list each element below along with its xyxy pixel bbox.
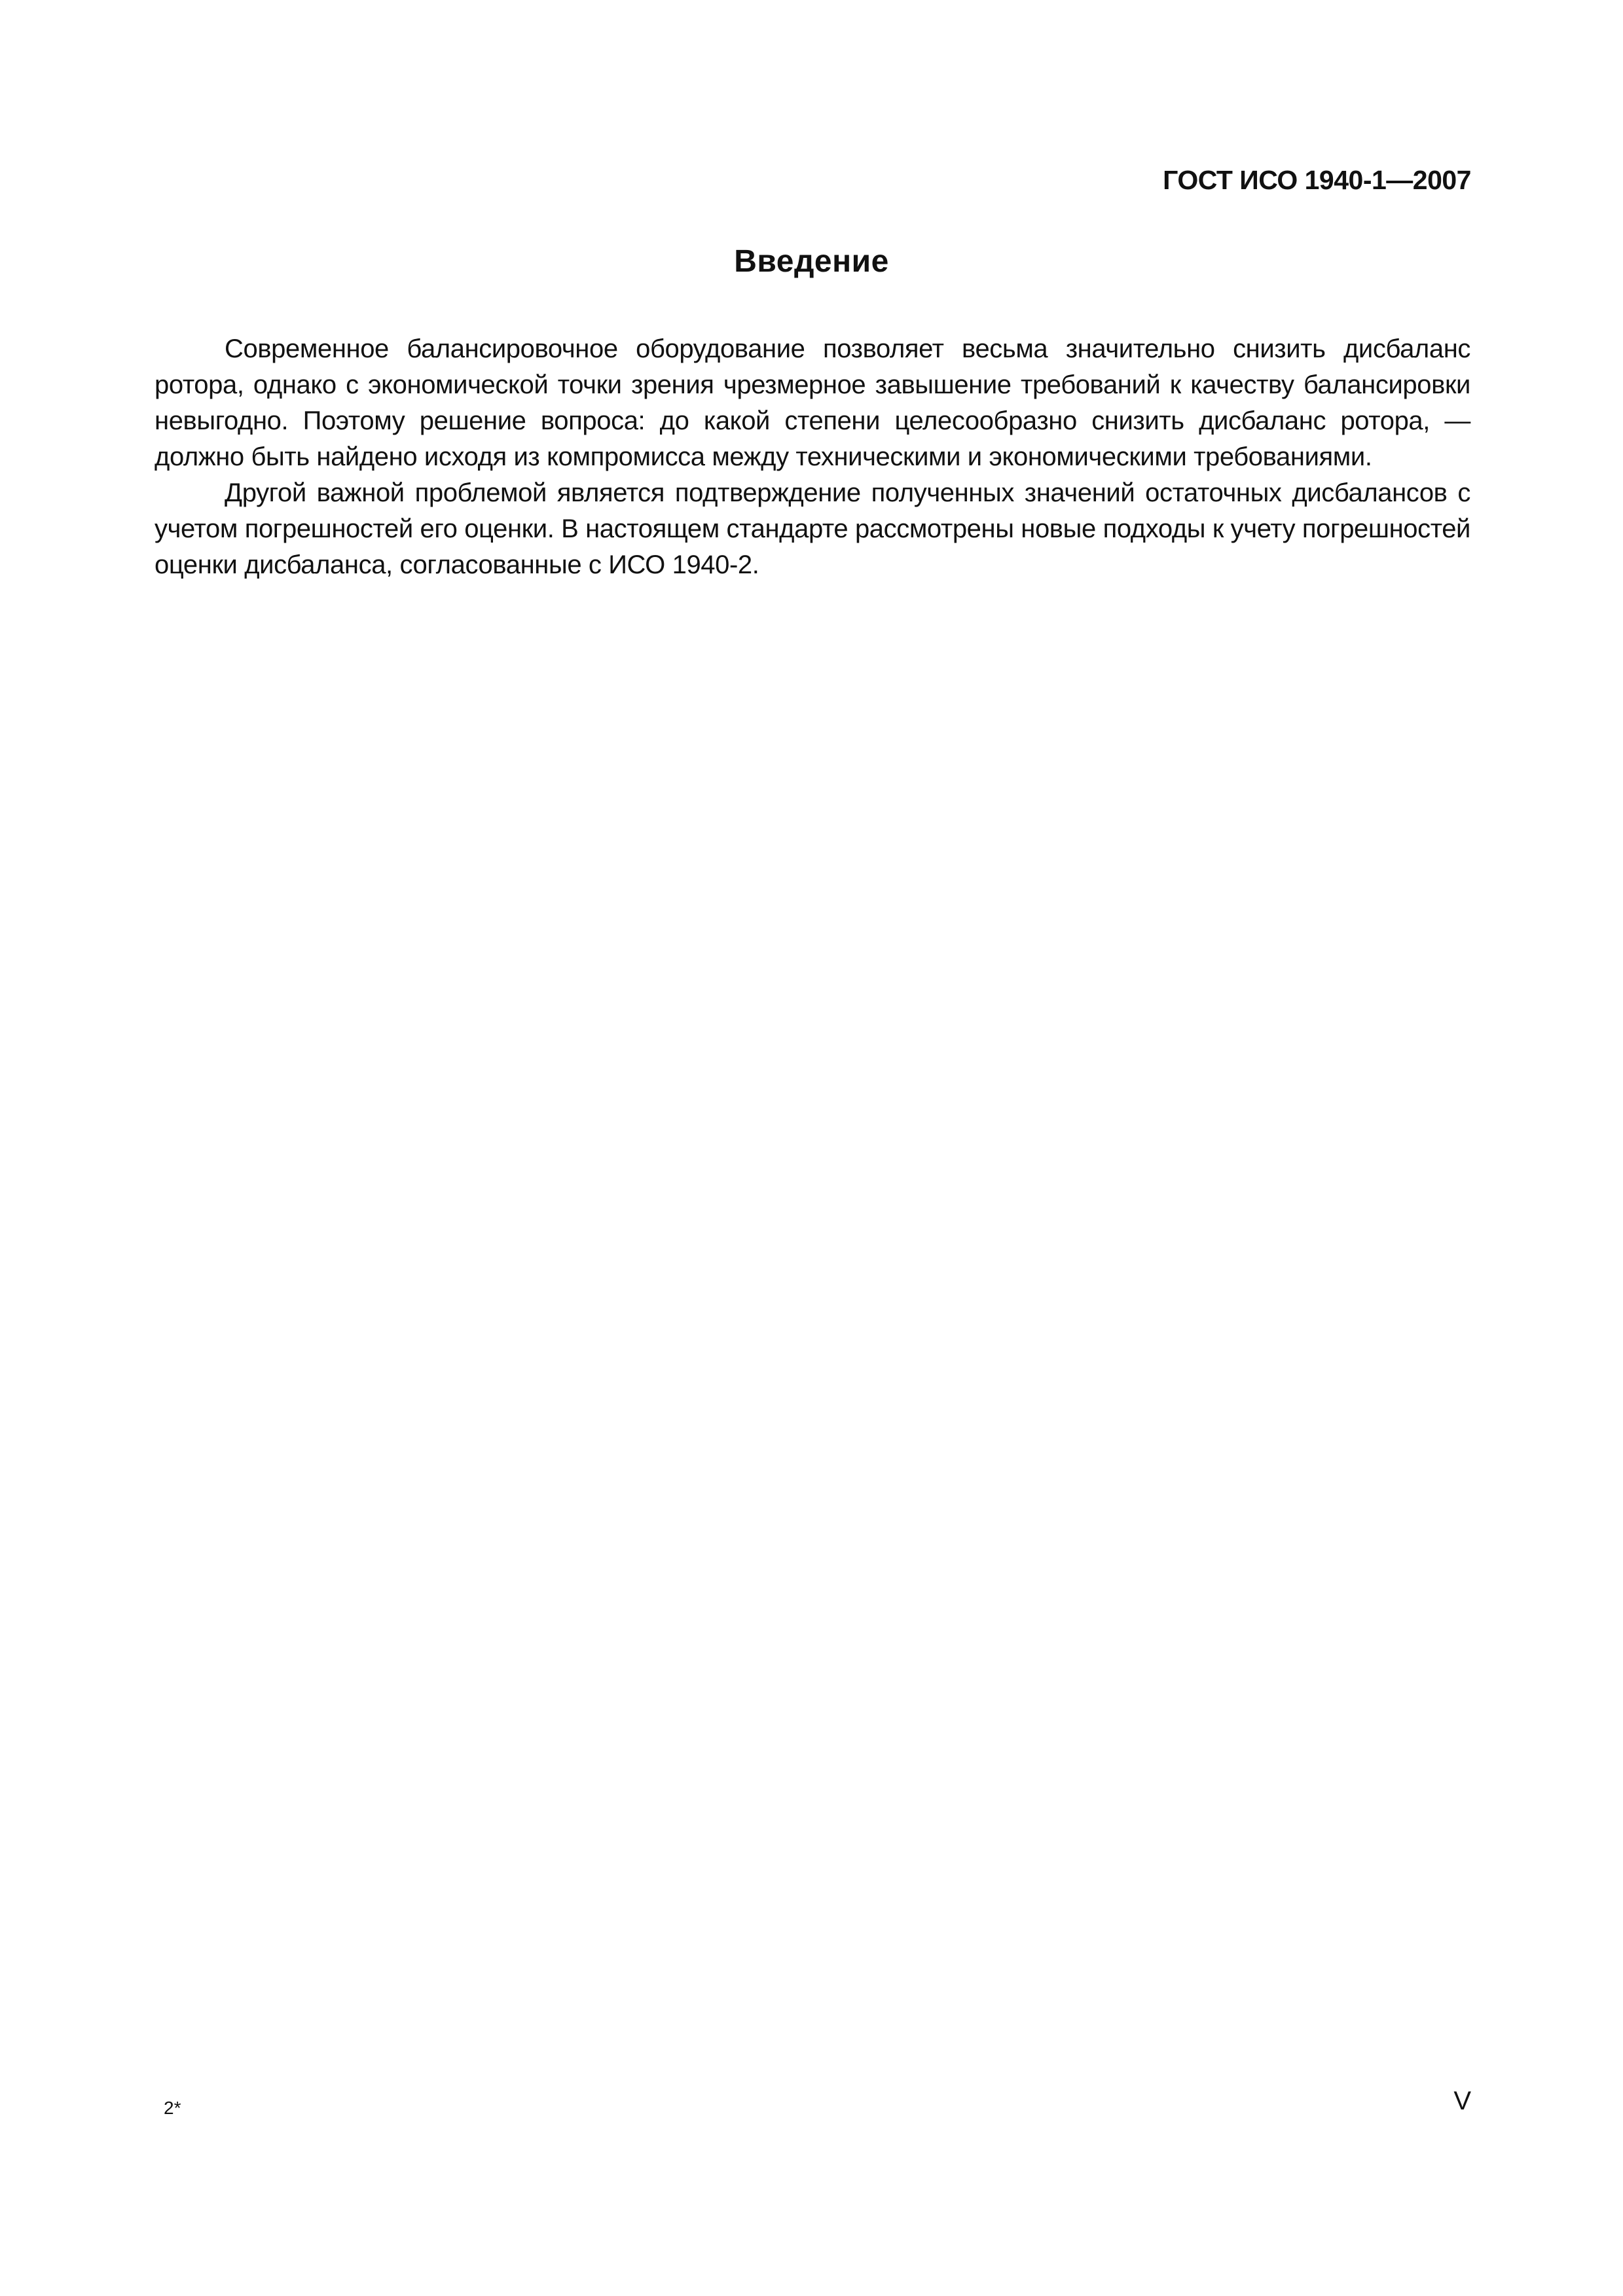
body-text (155, 331, 1470, 583)
section-title: Введение (734, 244, 889, 279)
sheet-mark: 2* (164, 2098, 181, 2118)
document-code: ГОСТ ИСО 1940-1—2007 (1163, 165, 1471, 195)
page-number: V (1453, 2087, 1471, 2115)
paragraph: Другой важной проблемой является подтверждение полученных значений остаточных дисбалансов с учетом погрешностей его оценки. В настоящем стандарте рассмотрены новые подходы к учету погрешностей оценки дисбаланса, согласованные с ИСО 1940-2. (155, 478, 1470, 579)
paragraph: Современное балансировочное оборудование позволяет весьма значительно снизить дисбаланс ротора, однако с экономической точки зрения чрезмерное завышение требований к качеству балансировки невыгодно. Поэтому решение вопроса: до какой степени целесообразно снизить дисбаланс ротора, — должно быть найдено исходя из компромисса между техническими и экономическими требованиями. (155, 334, 1470, 471)
